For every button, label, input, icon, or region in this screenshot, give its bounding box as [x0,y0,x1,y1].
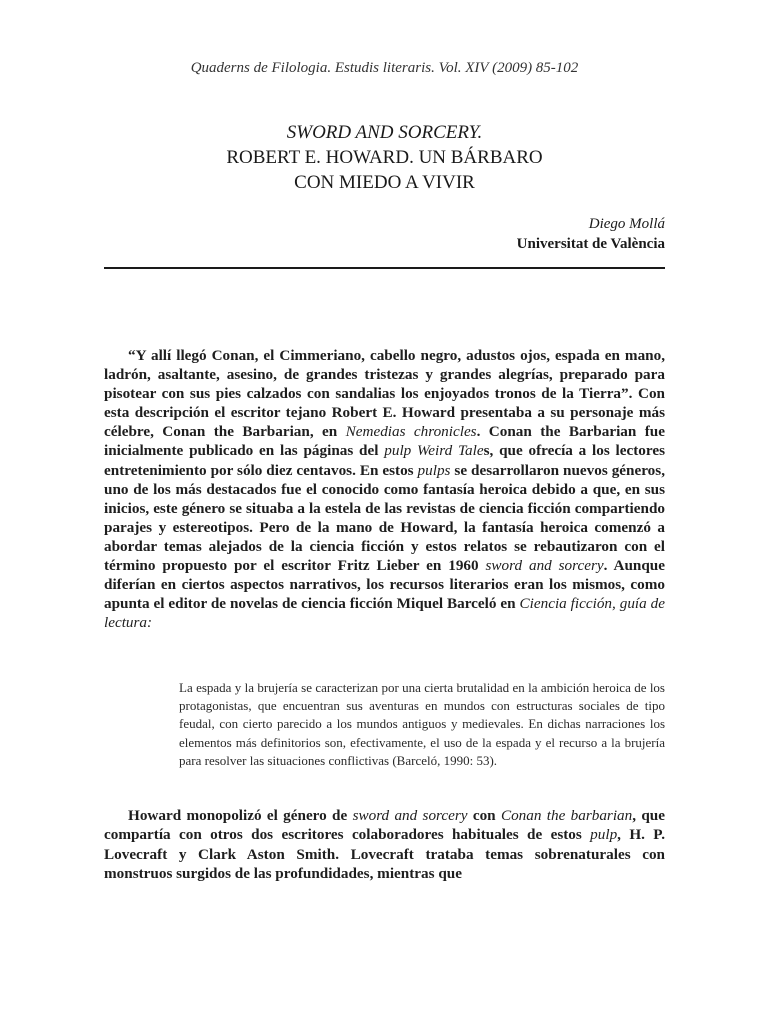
p2-text-2: con [467,807,501,824]
article-title [104,120,665,195]
p1-text-1: “Y allí llegó Conan, el Cimmeriano, cabello negro, adustos ojos, espada en mano, ladrón, asaltante, asesino, de grandes tristezas y grandes alegrías, preparado para pisotear con sus pies calzados con sandalias los enjoyados tronos de la Tierra”. Con esta descripción el escritor tejano Robert E. Howard presentaba a su personaje más célebre, Conan the Barbarian, en [104,347,665,441]
author-block [365,214,665,254]
p1-italic-3: pulps [417,461,451,479]
block-quote-text: La espada y la brujería se caracterizan por una cierta brutalidad en la ambición heroica de los protagonistas, que encuentran sus aventuras en mundos con estructuras sociales de tipo feudal, con cierto parecido a los mundos antiguos y medievales. En dichas narraciones los elementos más definitorios son, efectivamente, el uso de la espada y el recurso a la brujería para resolver las situaciones conflictivas (Barceló, 1990: 53). [179,680,665,768]
p2-italic-1: sword and sorcery [352,807,468,824]
p2-italic-3: pulp [590,826,618,844]
p2-text-1: Howard monopolizó el género de [128,807,353,824]
p1-italic-2: pulp Weird Tale [384,442,484,460]
title-line-3: CON MIEDO A VIVIR [294,172,475,193]
p2-text-3: , que compartía con otros dos escritores colaboradores habituales de estos [104,807,665,844]
paragraph-2 [104,806,665,883]
author-name: Diego Mollá [588,216,665,232]
p1-italic-5: Ciencia ficción, guía de lectura: [104,595,665,632]
p2-italic-2: Conan the barbarian [500,807,633,824]
block-quote [179,679,665,770]
p1-text-3: s, que ofrecía a los lectores entretenimiento por sólo diez centavos. En estos [104,442,666,479]
p1-italic-4: sword and sorcery [485,557,604,575]
p1-text-4: se desarrollaron nuevos géneros, uno de los más destacados fue el conocido como fantasía heroica debido a que, en sus inicios, este género se situaba a la estela de las revistas de ciencia ficción compartiendo parajes y estereotipos. Pero de la mano de Howard, la fantasía heroica comenzó a abordar temas alejados de la ciencia ficción y estos relatos se rebautizaron con el término propuesto por el escritor Fritz Lieber en 1960 [104,461,665,575]
title-line-2: ROBERT E. HOWARD. UN BÁRBARO [226,147,543,168]
p1-text-2: . Conan the Barbarian fue inicialmente publicado en las páginas del [104,423,665,460]
p1-italic-1: Nemedias chronicles [345,423,477,441]
running-head: Quaderns de Filologia. Estudis literaris. Vol. XIV (2009) 85-102 [190,60,579,76]
author-affiliation: Universitat de València [516,236,665,252]
p2-text-4: , H. P. Lovecraft y Clark Aston Smith. Lovecraft trataba temas sobrenaturales con monstruos surgidos de las profundidades, mientras que [104,826,665,882]
title-line-1: SWORD AND SORCERY. [286,122,483,143]
p1-text-5: . Aunque diferían en ciertos aspectos narrativos, los recursos literarios eran los mismos, como apunta el editor de novelas de ciencia ficción Miquel Barceló en [104,557,665,613]
paragraph-1 [104,346,665,632]
header-rule [104,267,665,269]
